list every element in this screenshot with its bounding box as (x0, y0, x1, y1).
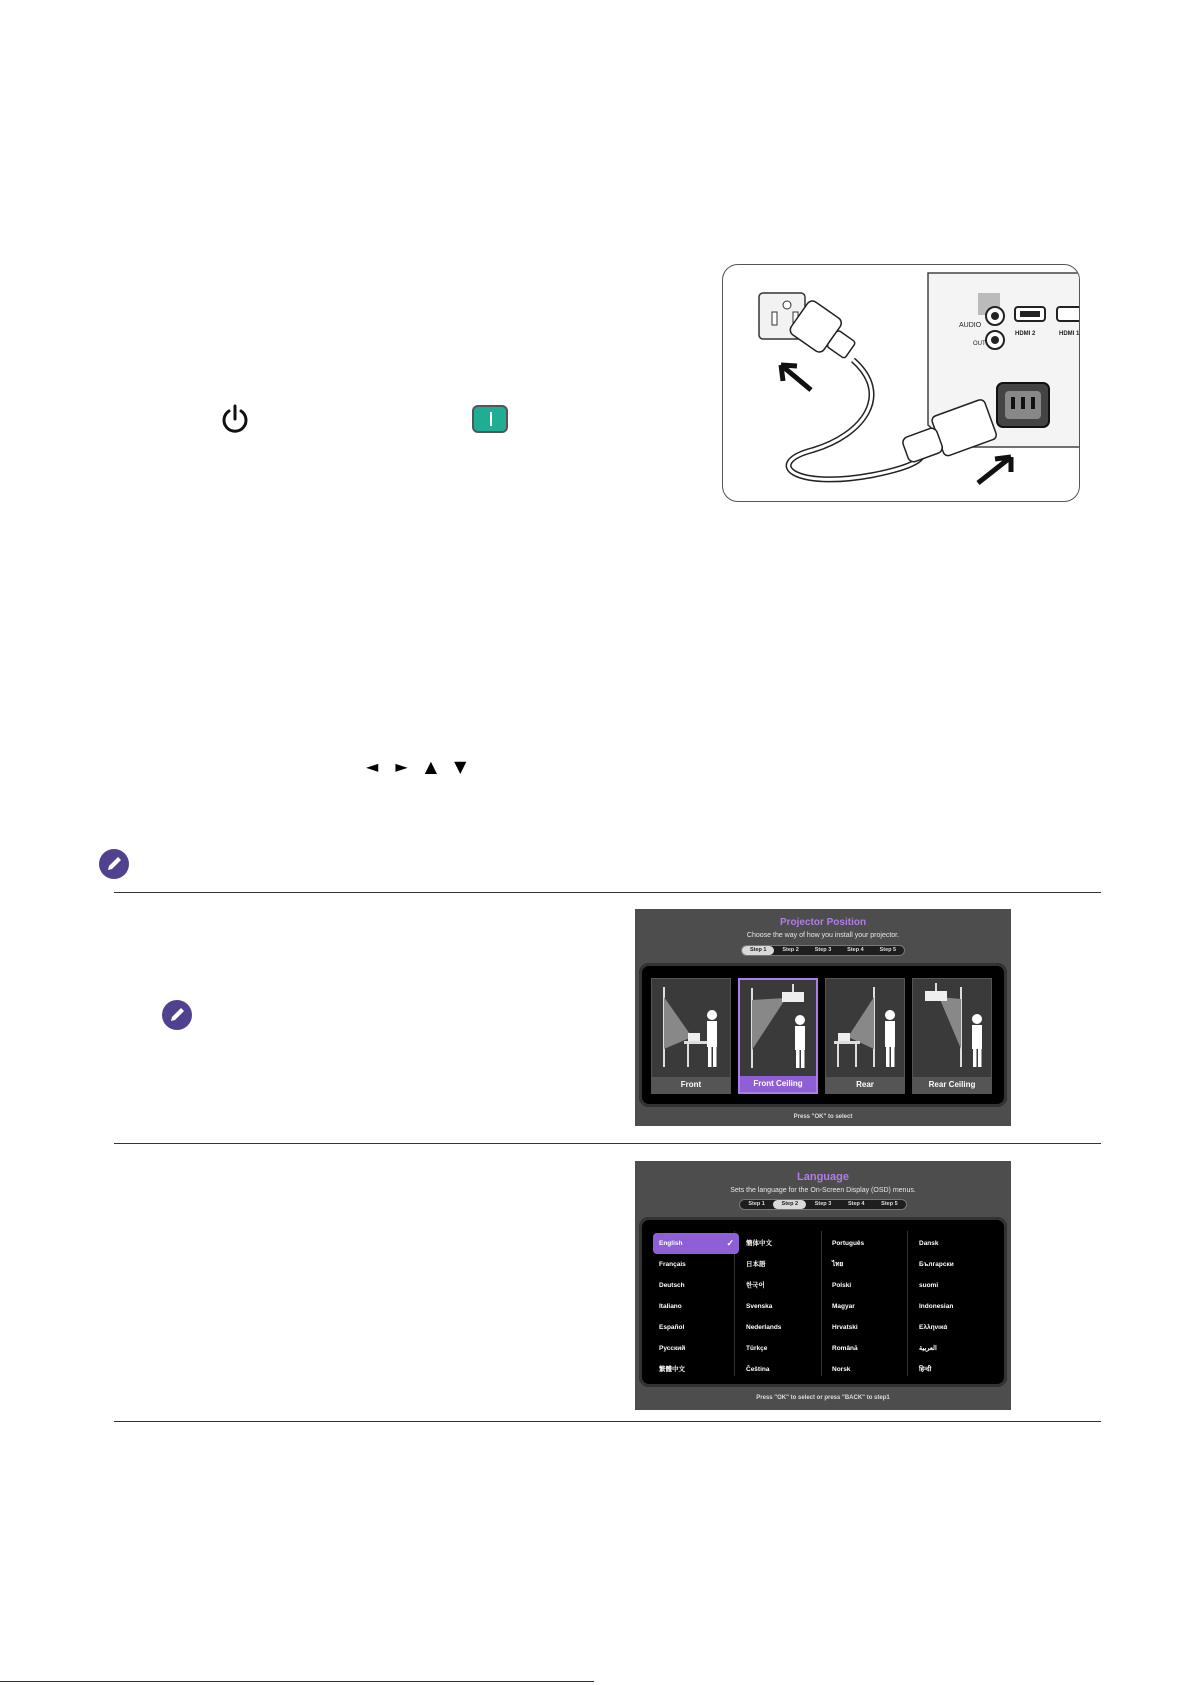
rear-ceiling-projection-icon (913, 979, 993, 1079)
language-option[interactable]: Español (659, 1324, 685, 1331)
language-option[interactable]: Magyar (832, 1303, 855, 1310)
language-option[interactable]: العربية (919, 1345, 937, 1352)
table-rule-middle (114, 1143, 1101, 1144)
language-option[interactable]: Български (919, 1261, 954, 1268)
language-column-3 (826, 1233, 912, 1380)
language-option[interactable]: Svenska (746, 1303, 773, 1310)
language-option[interactable]: 日本語 (746, 1261, 766, 1268)
table-rule-bottom (114, 1421, 1101, 1422)
language-option[interactable]: Português (832, 1240, 865, 1247)
projector-position-screen (635, 909, 1011, 1126)
language-screen (635, 1161, 1011, 1410)
power-cord-illustration (722, 264, 1080, 502)
power-cord-drawing (723, 265, 1080, 502)
osd-footer: Press "OK" to select (793, 1114, 853, 1120)
label-out: OUT (973, 341, 986, 347)
option-label: Rear (826, 1077, 904, 1093)
step-1: Step 1 (742, 946, 774, 955)
language-column-4 (913, 1233, 999, 1380)
language-option[interactable]: ไทย (832, 1261, 844, 1268)
language-option[interactable]: Deutsch (659, 1282, 685, 1289)
language-option[interactable]: Čeština (746, 1366, 770, 1373)
front-ceiling-projection-icon (740, 980, 820, 1080)
osd-subtitle: Sets the language for the On-Screen Display (OSD) menus. (730, 1187, 916, 1194)
step-2: Step 2 (773, 1200, 806, 1209)
language-option[interactable]: 繁體中文 (659, 1366, 685, 1373)
step-4: Step 4 (847, 947, 864, 953)
language-column-2 (740, 1233, 826, 1380)
step-3: Step 3 (814, 947, 832, 953)
step-1: Step 1 (748, 1201, 765, 1207)
footer-rule (0, 1681, 594, 1682)
language-list-panel (639, 1217, 1007, 1387)
note-icon (162, 1000, 192, 1030)
language-option[interactable]: Nederlands (746, 1324, 782, 1331)
language-column-1 (653, 1233, 739, 1380)
language-option[interactable]: हिन्दी (919, 1366, 932, 1373)
position-options-panel (639, 963, 1007, 1107)
language-option[interactable]: Türkçe (746, 1345, 768, 1352)
label-hdmi2: HDMI 2 (1015, 331, 1036, 337)
label-audio: AUDIO (959, 322, 982, 329)
language-option[interactable]: 簡体中文 (746, 1240, 772, 1247)
language-option[interactable]: Indonesian (919, 1303, 954, 1310)
language-option[interactable]: Română (832, 1345, 858, 1352)
label-hdmi1: HDMI 1 (1059, 331, 1080, 337)
language-option[interactable]: Русский (659, 1345, 686, 1352)
step-indicator (741, 945, 905, 956)
osd-title: Projector Position (779, 917, 867, 928)
step-2: Step 2 (782, 947, 799, 953)
power-icon (219, 403, 251, 435)
language-option[interactable]: suomi (919, 1282, 939, 1289)
language-option[interactable]: English ✓ (653, 1233, 739, 1254)
step-5: Step 5 (879, 947, 897, 953)
arrow-keys-icon: ◄ ► ▲ ▼ (366, 757, 473, 776)
language-option[interactable]: 한국어 (746, 1282, 765, 1289)
step-indicator (739, 1199, 907, 1210)
option-label: Rear Ceiling (913, 1077, 991, 1093)
note-icon (99, 849, 129, 879)
osd-subtitle: Choose the way of how you install your projector. (746, 932, 900, 939)
option-rear[interactable] (825, 978, 905, 1094)
step-3: Step 3 (814, 1201, 832, 1207)
language-option[interactable]: Hrvatski (832, 1324, 858, 1331)
option-rear-ceiling[interactable] (912, 978, 992, 1094)
option-label: Front (652, 1077, 730, 1093)
option-label: Front Ceiling (740, 1076, 816, 1092)
option-front-ceiling[interactable] (738, 978, 818, 1094)
power-indicator-light-icon (472, 405, 508, 433)
front-projection-icon (652, 979, 732, 1079)
language-option[interactable]: Dansk (919, 1240, 939, 1247)
language-option[interactable]: Polski (832, 1282, 852, 1289)
table-rule-top (114, 892, 1101, 893)
language-option[interactable]: Norsk (832, 1366, 851, 1373)
language-option[interactable]: Français (659, 1261, 686, 1268)
step-4: Step 4 (847, 1201, 865, 1207)
language-option[interactable]: Ελληνικά (919, 1324, 948, 1331)
step-5: Step 5 (881, 1201, 898, 1207)
option-front[interactable] (651, 978, 731, 1094)
osd-footer: Press "OK" to select or press "BACK" to step1 (756, 1395, 890, 1401)
osd-title: Language (797, 1171, 849, 1183)
rear-projection-icon (826, 979, 906, 1079)
language-option[interactable]: Italiano (659, 1303, 682, 1310)
